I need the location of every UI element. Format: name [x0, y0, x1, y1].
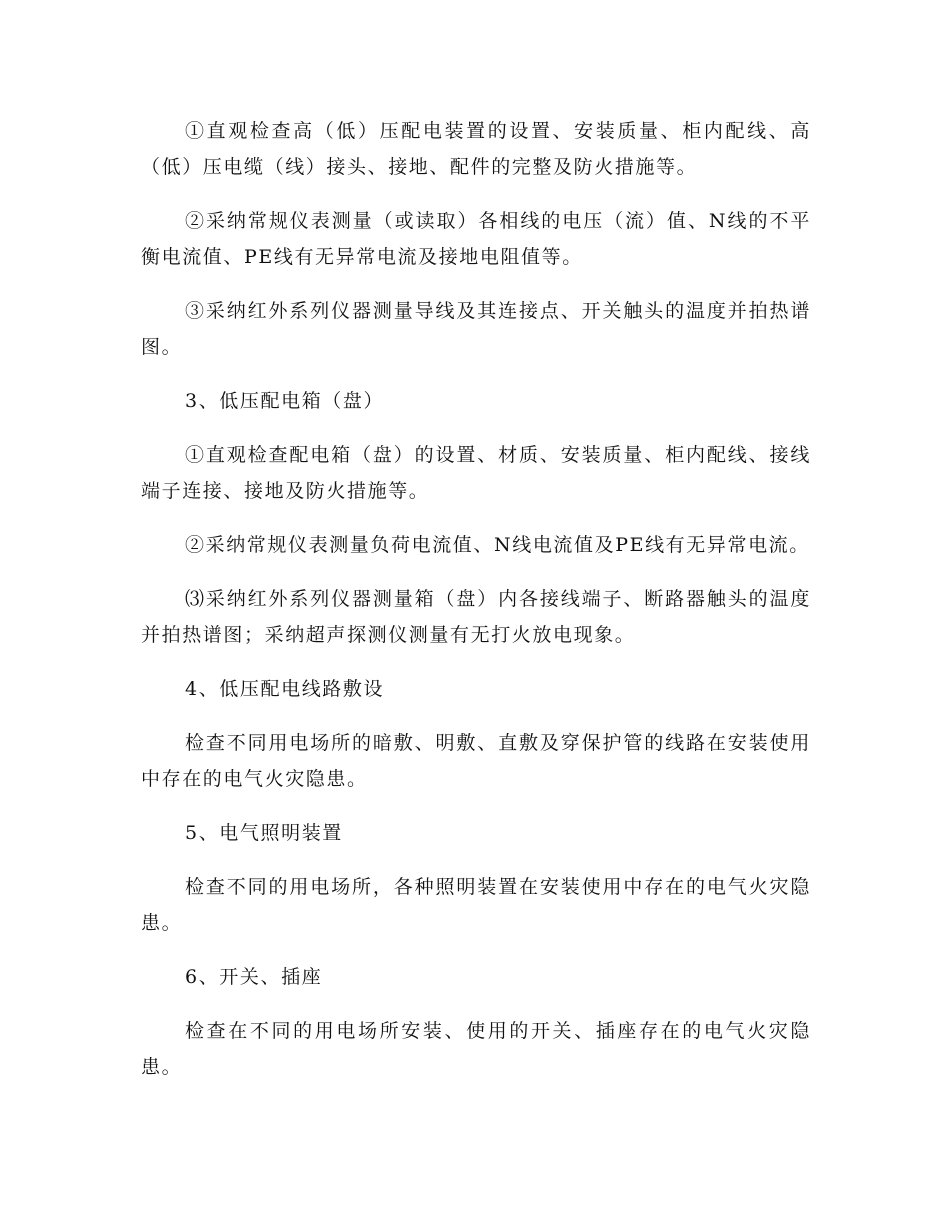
paragraph-hv-instrument-measurement: ②采纳常规仪表测量（或读取）各相线的电压（流）值、N线的不平衡电流值、PE线有无异常电流及接地电阻值等。 [141, 210, 811, 268]
section-heading-lighting: 5、电气照明装置 [185, 822, 343, 844]
section-heading-switches-sockets: 6、开关、插座 [185, 966, 323, 988]
paragraph-lv-instrument-measurement: ②采纳常规仪表测量负荷电流值、N线电流值及PE线有无异常电流。 [185, 534, 810, 556]
paragraph-lv-infrared-ultrasonic: ⑶采纳红外系列仪器测量箱（盘）内各接线端子、断路器触头的温度并拍热谱图；采纳超声探测仪测量有无打火放电现象。 [141, 588, 811, 646]
paragraph-lv-visual-inspection: ①直观检查配电箱（盘）的设置、材质、安装质量、柜内配线、接线端子连接、接地及防火措施等。 [141, 444, 811, 502]
paragraph-lighting-inspection: 检查不同的用电场所，各种照明装置在安装使用中存在的电气火灾隐患。 [141, 876, 811, 934]
section-heading-lv-wiring: 4、低压配电线路敷设 [185, 678, 385, 700]
paragraph-hv-infrared-measurement: ③采纳红外系列仪器测量导线及其连接点、开关触头的温度并拍热谱图。 [141, 300, 811, 358]
paragraph-switches-sockets-inspection: 检查在不同的用电场所安装、使用的开关、插座存在的电气火灾隐患。 [141, 1020, 811, 1078]
document-body [141, 113, 811, 1103]
paragraph-wiring-inspection: 检查不同用电场所的暗敷、明敷、直敷及穿保护管的线路在安装使用中存在的电气火灾隐患。 [141, 732, 811, 790]
paragraph-hv-visual-inspection: ①直观检查高（低）压配电装置的设置、安装质量、柜内配线、高（低）压电缆（线）接头、接地、配件的完整及防火措施等。 [141, 120, 811, 178]
section-heading-lv-distribution-box: 3、低压配电箱（盘） [185, 390, 385, 412]
